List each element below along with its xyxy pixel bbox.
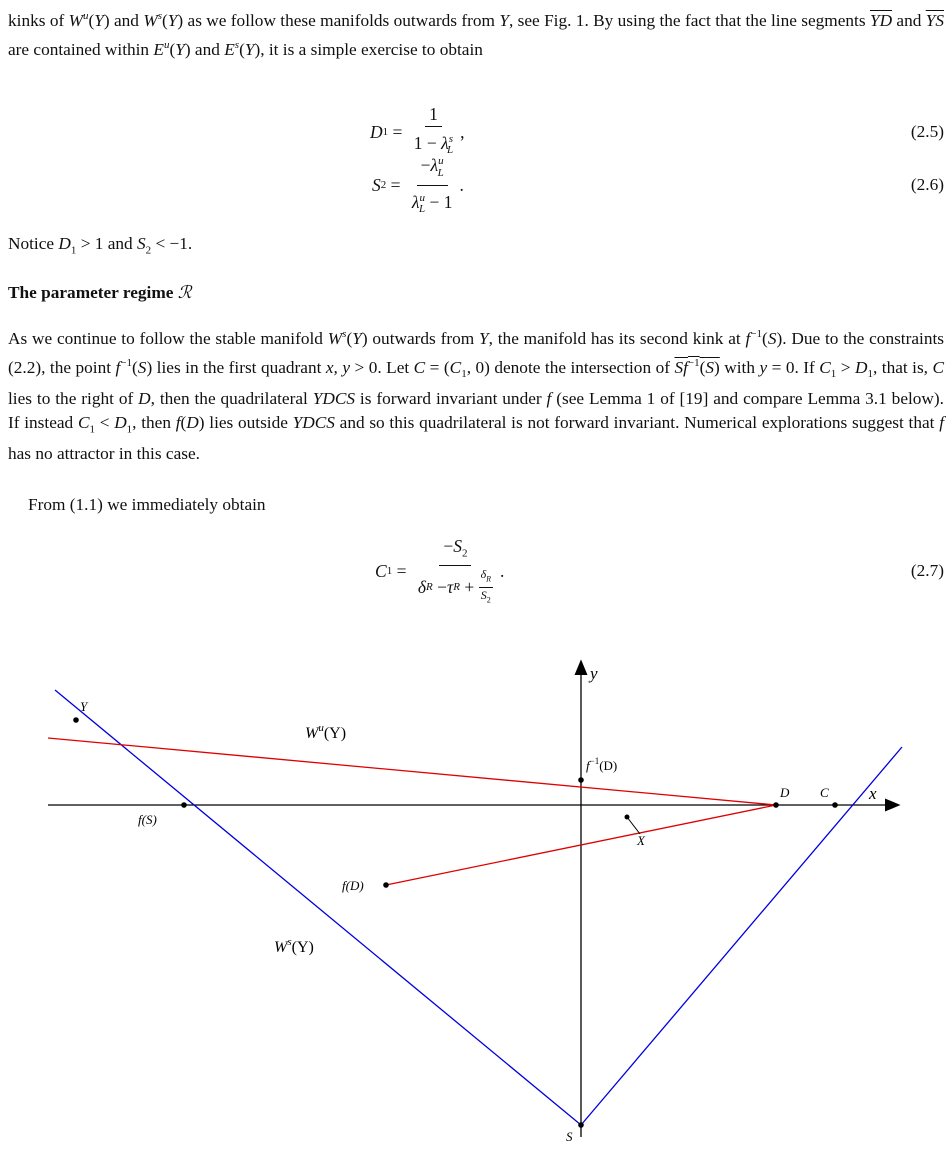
figure-1 [0, 650, 952, 1145]
equation-number: (2.6) [910, 175, 944, 194]
label-fS: f(S) [138, 812, 157, 827]
label-Ws: $W^s(Y)$ [274, 936, 314, 956]
point-fD [383, 882, 389, 888]
label-y: y [590, 664, 598, 683]
label-S: S [566, 1129, 573, 1144]
equation-2-7: C 1 = $-S_2$ δ R − τ R + $\frac{\delta_R}{S_2}$ . (2.7) [375, 535, 944, 605]
label-X: X [637, 833, 645, 848]
point-fS [181, 802, 187, 808]
point-C [832, 802, 838, 808]
notice-text: Notice $D_1 > 1$ and $S_2 < -1$. [8, 234, 193, 257]
equation-number: (2.7) [910, 561, 944, 580]
label-finvD: $f^{-1}(D)$ [586, 756, 618, 773]
paragraph-2: As we continue to follow the stable manifold $W^s(Y)$ outwards from Y, the manifold has its second kink at $f^{-1}(S)$. Due to the constraints (2.2), the point $f^{-1}(S)$ lies in the first quadrant x, y > 0. Let $C = (C_1$, 0) denote the intersection of $Sf^{-1}(S)$ with y = 0. If $C_1 > D_1$, that is, C lies to the right of D, then the quadrilateral YDCS is forward invariant under f (see Lemma 1 of [19] and compare Lemma 3.1 below). If instead $C_1 < D_1$, then f(D) lies outside YDCS and so this quadrilateral is not forward invariant. Numerical explorations suggest that f has no attractor in this case. [8, 328, 945, 464]
label-fD: f(D) [342, 878, 364, 893]
point-D [773, 802, 779, 808]
section-heading: The parameter regime ℛ [8, 283, 192, 303]
x-pointer [627, 817, 640, 834]
paragraph-3: From (1.1) we immediately obtain [28, 495, 266, 514]
label-x: x [869, 784, 877, 803]
equation-2-6: S 2 = $\frac{-\lambda^u_L}{\lambda^u_L - 1}$ . (2.6) [0, 160, 952, 210]
point-finvD [578, 777, 584, 783]
equation-2-5: D 1 = $\frac{1}{1 - \lambda^s_L}$ , (2.5) [370, 103, 944, 157]
paragraph-1: kinks of $W^u(Y)$ and $W^s(Y)$ as we follow these manifolds outwards from Y, see Fig. 1. By using the fact that the line segments $\overline{YD}$ and $\overline{YS}$ are contained within $E^u(Y)$ and $E^s(Y)$, it is a simple exercise to obtain [8, 10, 944, 60]
label-D: D [780, 785, 790, 800]
point-S [578, 1122, 584, 1128]
stable-manifold [55, 690, 902, 1125]
unstable-manifold [48, 738, 776, 885]
label-Wu: $W^u(Y)$ [305, 722, 347, 742]
label-Y: Y [80, 699, 88, 714]
point-X [625, 815, 630, 820]
equation-number: (2.5) [910, 122, 944, 141]
label-C: C [820, 785, 829, 800]
point-Y [73, 717, 79, 723]
